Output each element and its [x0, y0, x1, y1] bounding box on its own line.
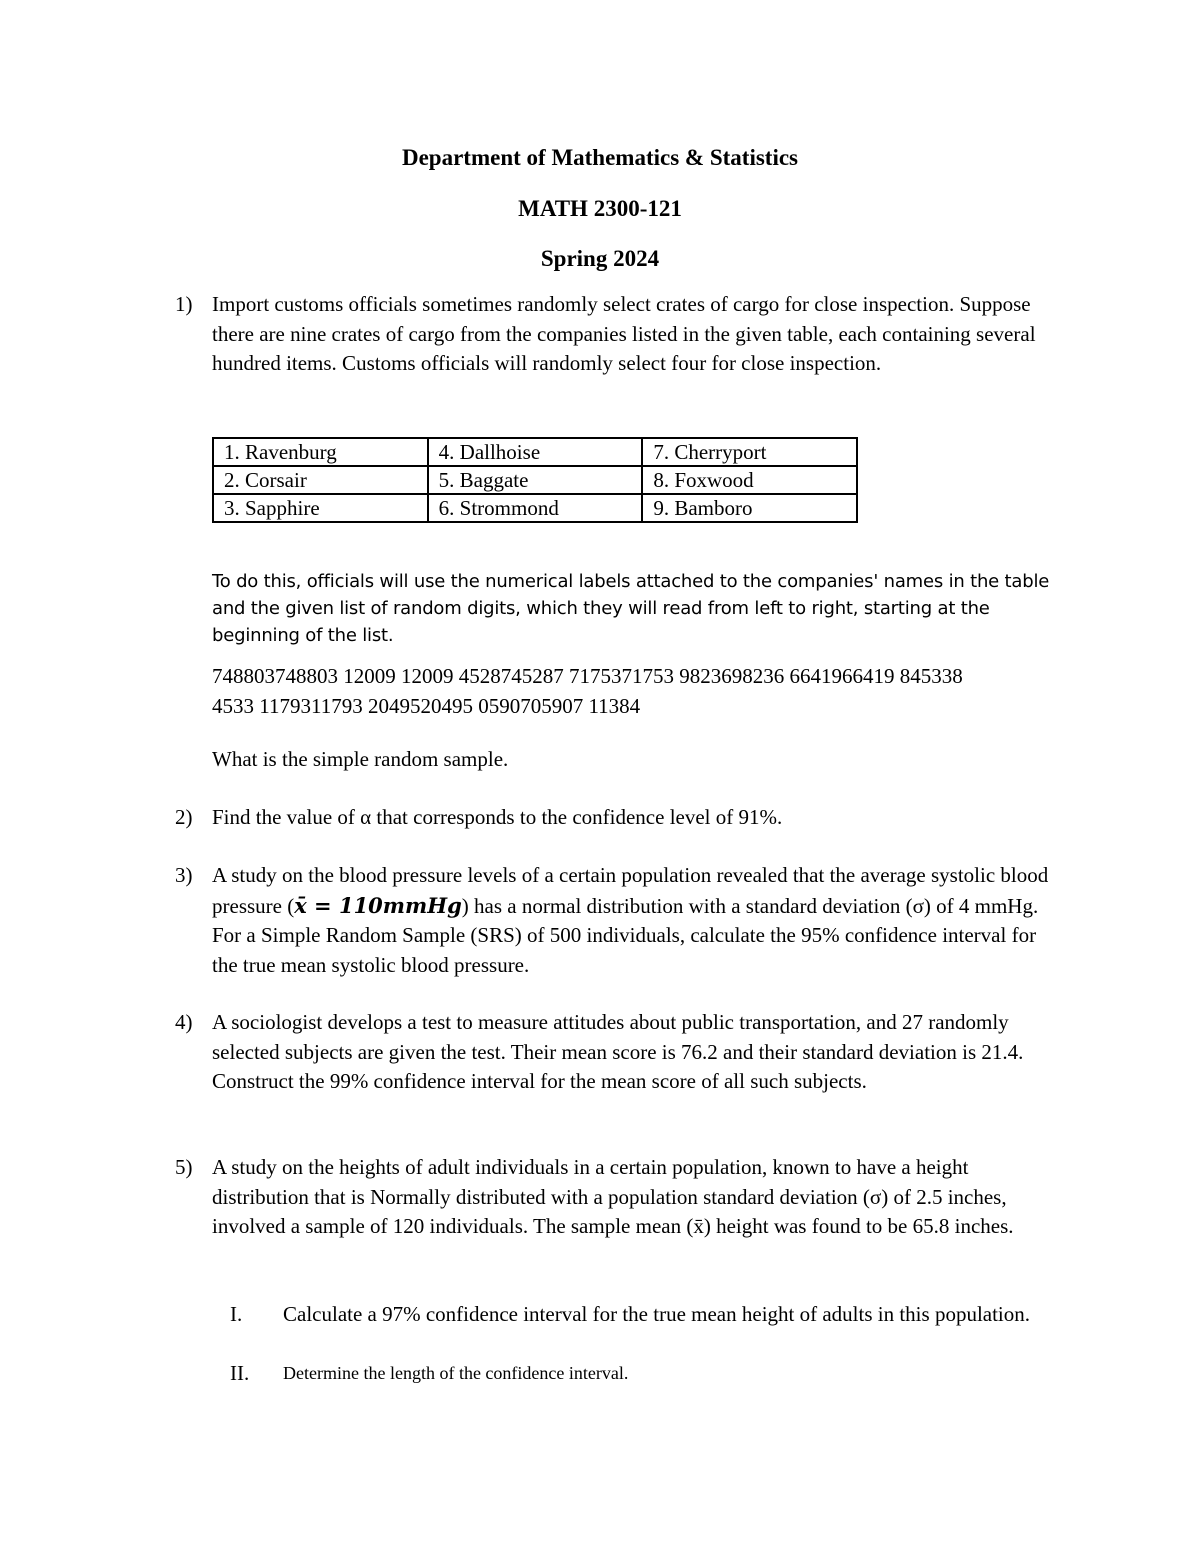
question-1-intro	[212, 290, 1062, 379]
random-digits	[212, 662, 1082, 721]
question-3-text-before: A study on the blood pressure levels of a certain population revealed that the average systolic blood pressure (	[212, 863, 1049, 918]
department-title: Department of Mathematics & Statistics	[401, 145, 798, 170]
part-1-text: Calculate a 97% confidence interval for the true mean height of adults in this population.	[283, 1302, 1031, 1326]
question-5-text: A study on the heights of adult individuals in a certain population, known to have a height distribution that is Normally distributed with a population standard deviation (σ) of 2.5 inches, involved a sample of 120 individuals. The sample mean (x̄) height was found to be 65.8 inches.	[212, 1155, 1014, 1238]
table-cell: 9. Bamboro	[642, 494, 857, 522]
question-1-prompt: What is the simple random sample.	[212, 747, 509, 771]
table-row	[213, 466, 857, 494]
mean-formula: x̄ = 110mmHg	[294, 892, 462, 918]
table-cell: 8. Foxwood	[642, 466, 857, 494]
table-cell: 1. Ravenburg	[213, 438, 428, 466]
part-2-label: II.	[230, 1361, 250, 1385]
question-3-text-after: ) has a normal distribution with a standard deviation (σ) of 4 mmHg. For a Simple Random Sample (SRS) of 500 individuals, calculate the 95% confidence interval for the true mean systolic blood pressure.	[212, 893, 1039, 977]
question-1-intro-text: Import customs officials sometimes randomly select crates of cargo for close inspection. Suppose there are nine crates of cargo from the companies listed in the given table, each containing several hundred items. Customs officials will randomly select four for close inspection.	[212, 292, 1036, 375]
table-row	[213, 494, 857, 522]
question-2-number: 2)	[175, 805, 193, 829]
question-2-text: Find the value of α that corresponds to the confidence level of 91%.	[212, 805, 783, 829]
part-2-text: Determine the length of the confidence interval.	[283, 1363, 629, 1383]
table-cell: 7. Cherryport	[642, 438, 857, 466]
question-4-number: 4)	[175, 1010, 193, 1034]
table-cell: 2. Corsair	[213, 466, 428, 494]
table-cell: 3. Sapphire	[213, 494, 428, 522]
companies-table	[212, 437, 858, 523]
question-5-number: 5)	[175, 1155, 193, 1179]
question-3-text	[212, 861, 1062, 980]
part-1-label: I.	[230, 1302, 243, 1326]
question-3-number: 3)	[175, 863, 193, 887]
random-digits-line-2: 4533 1179311793 2049520495 0590705907 11384	[212, 693, 641, 718]
term: Spring 2024	[540, 246, 660, 271]
question-1-instructions: To do this, officials will use the numerical labels attached to the companies' names in the table and the given list of random digits, which they will read from left to right, starting at the beginning of the list.	[212, 571, 1050, 646]
course-code: MATH 2300-121	[518, 196, 682, 221]
table-row	[213, 438, 857, 466]
table-cell: 4. Dallhoise	[428, 438, 643, 466]
question-4-text: A sociologist develops a test to measure attitudes about public transportation, and 27 randomly selected subjects are given the test. Their mean score is 76.2 and their standard deviation is 21.4. Construct the 99% confidence interval for the mean score of all such subjects.	[212, 1010, 1024, 1093]
table-cell: 5. Baggate	[428, 466, 643, 494]
table-cell: 6. Strommond	[428, 494, 643, 522]
random-digits-line-1: 748803748803 12009 12009 4528745287 7175371753 9823698236 6641966419 845338	[212, 664, 963, 688]
question-1-number: 1)	[175, 292, 193, 316]
